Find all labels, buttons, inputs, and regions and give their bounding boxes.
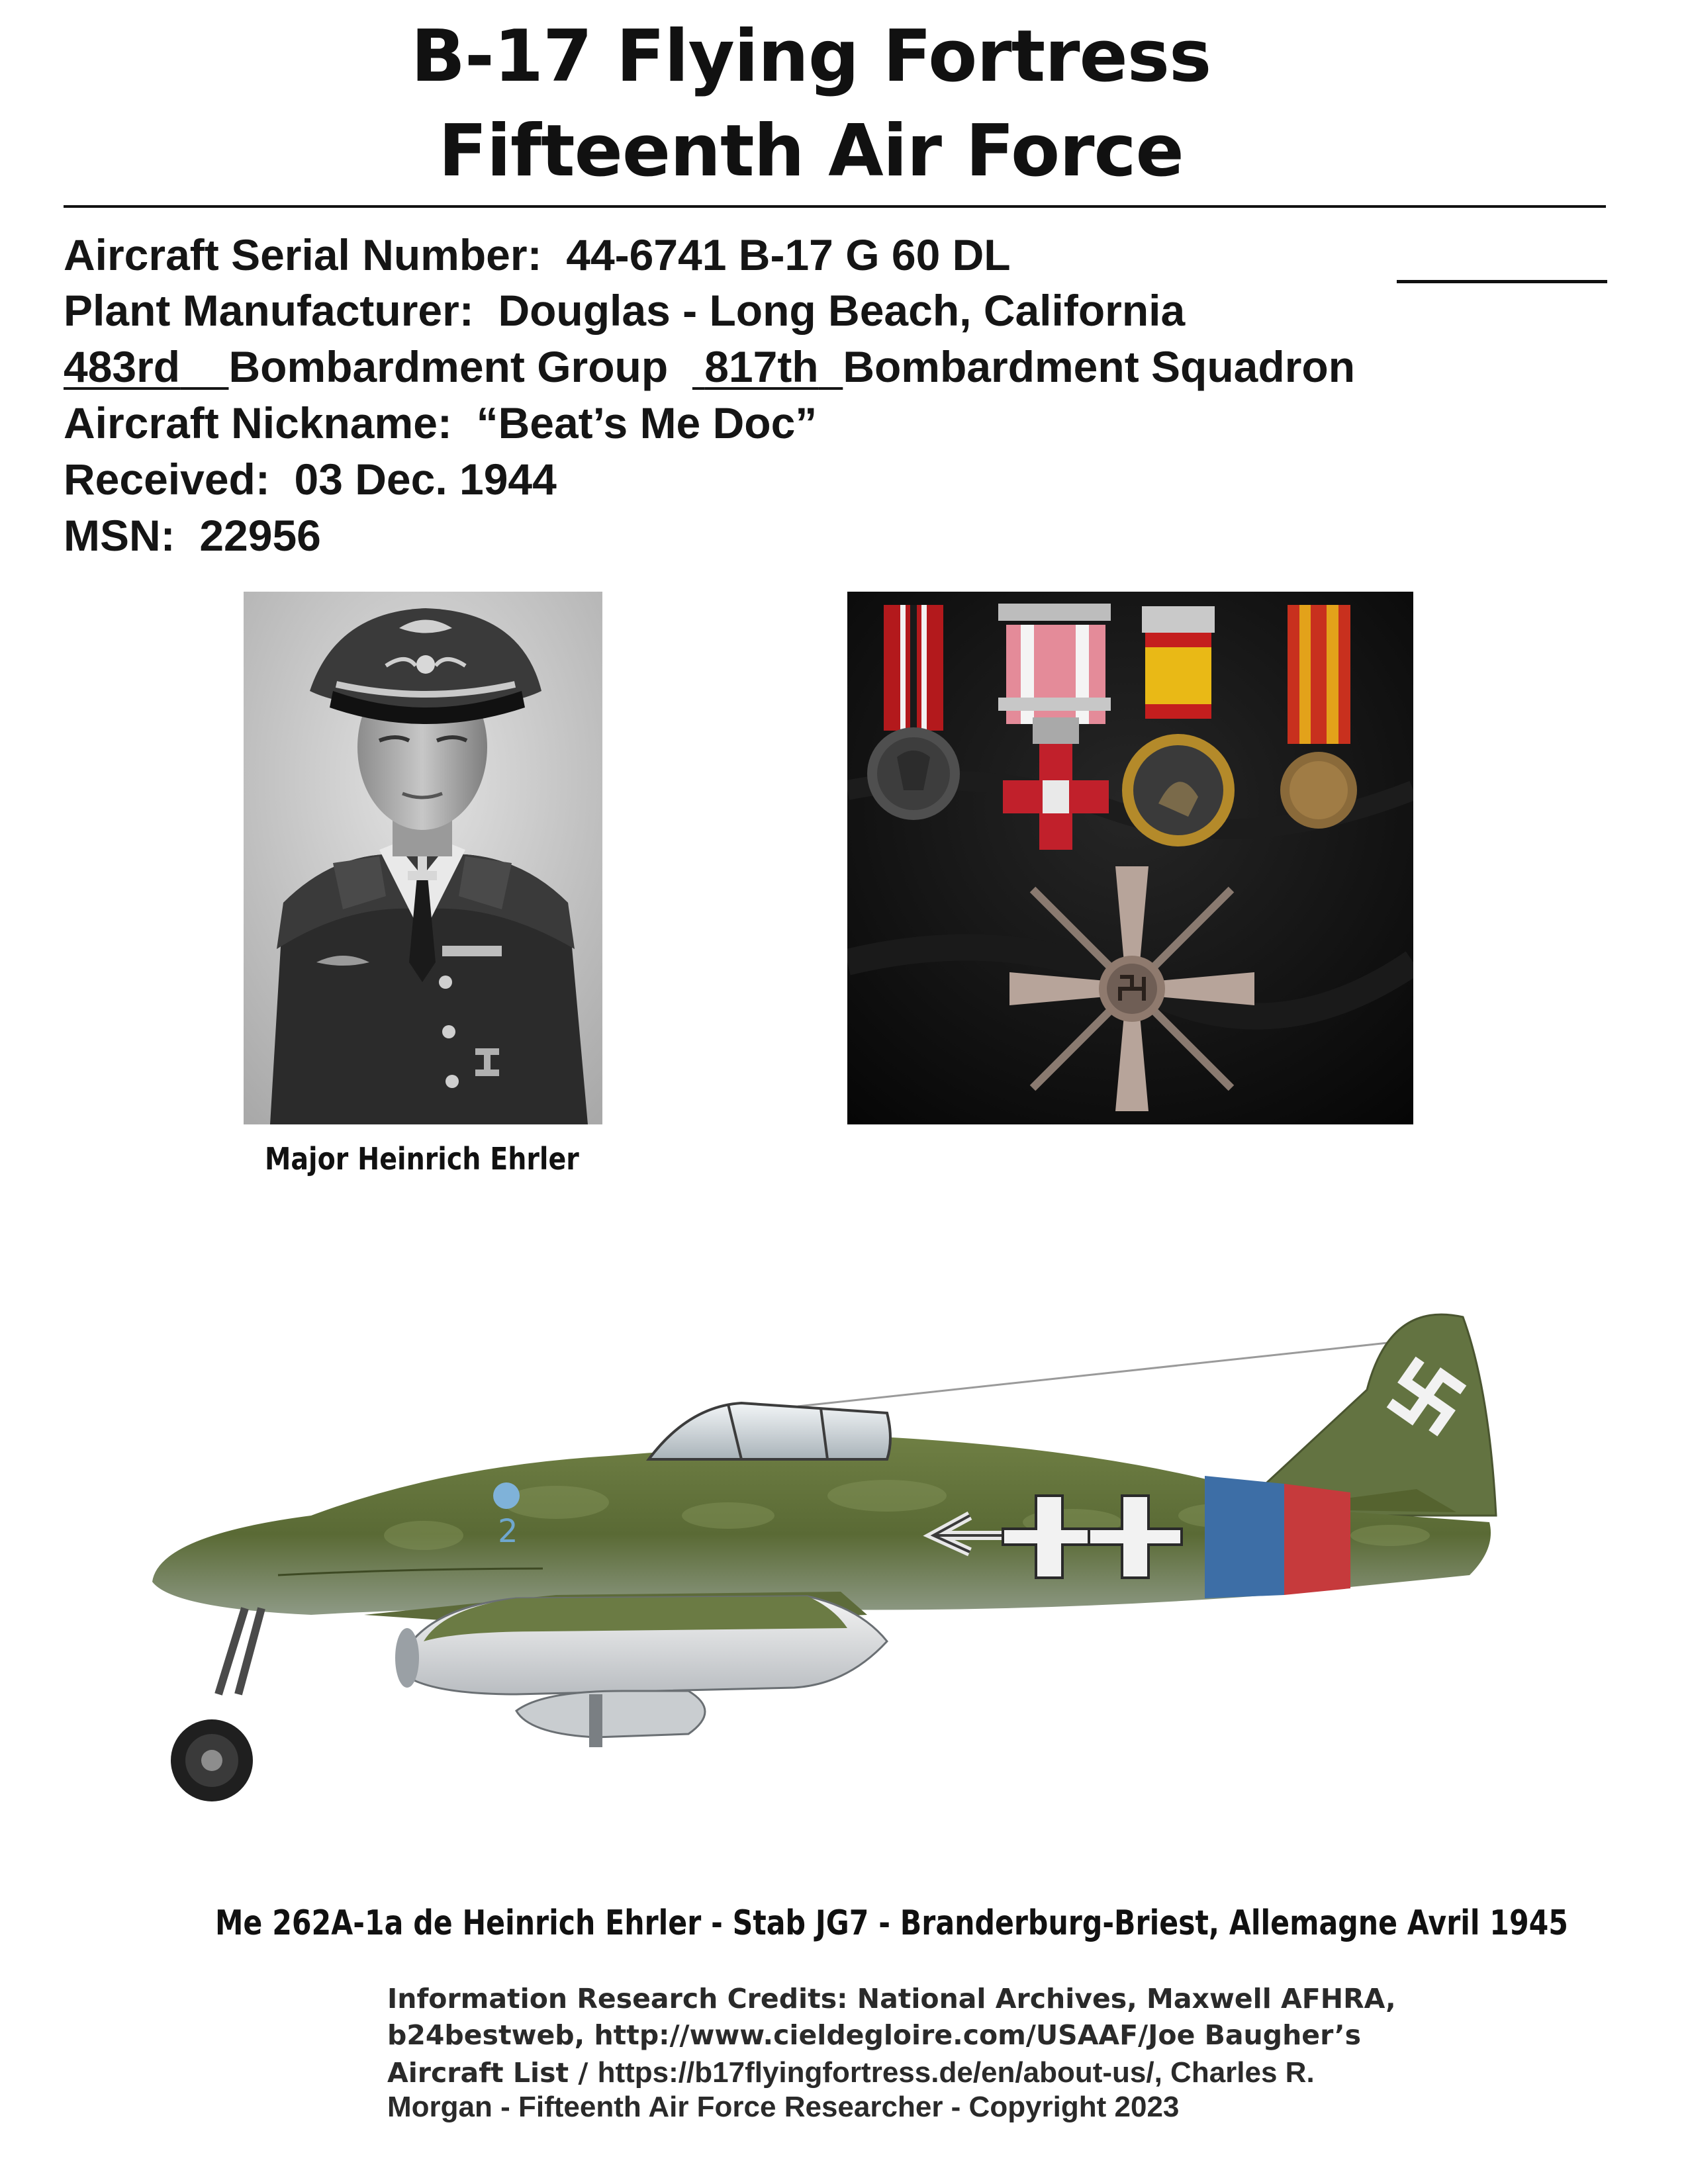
officer-portrait-image [244, 592, 602, 1124]
msn-row [64, 511, 321, 560]
portrait-caption: Major Heinrich Ehrler [265, 1141, 579, 1177]
received-value: 03 Dec. 1944 [294, 455, 557, 504]
credits-line3 [387, 2058, 1315, 2087]
medals-photo [847, 592, 1413, 1124]
squadron-label: Bombardment Squadron [843, 342, 1356, 391]
credits-line2: b24bestweb, http://www.cieldegloire.com/USAAF/Joe Baugher’s [387, 2019, 1362, 2051]
me262-profile-illustration [146, 1297, 1562, 1827]
nickname-value: “Beat’s Me Doc” [476, 398, 818, 447]
msn-value: 22956 [199, 511, 321, 560]
nickname-row [64, 398, 818, 447]
title-divider [64, 205, 1606, 208]
medals-image [847, 592, 1413, 1124]
credits-line3a: Aircraft List / [387, 2057, 598, 2089]
blank-field-line [1397, 280, 1607, 283]
manufacturer-row [64, 286, 1186, 335]
nickname-label: Aircraft Nickname: [64, 398, 452, 447]
page-title-line2: Fifteenth Air Force [438, 110, 1184, 193]
squadron-number: 817th [704, 342, 819, 391]
group-label: Bombardment Group [228, 342, 669, 391]
manufacturer-value: Douglas - Long Beach, California [498, 286, 1186, 335]
received-row [64, 455, 557, 504]
group-number: 483rd [64, 342, 181, 391]
credits-line1: Information Research Credits: National Archives, Maxwell AFHRA, [387, 1983, 1396, 2015]
credits-line4: Morgan - Fifteenth Air Force Researcher - Copyright 2023 [387, 2091, 1180, 2123]
unit-row [64, 342, 1356, 391]
serial-row [64, 230, 1011, 279]
page-title-line1: B-17 Flying Fortress [410, 15, 1211, 98]
received-label: Received: [64, 455, 270, 504]
serial-label: Aircraft Serial Number: [64, 230, 542, 279]
portrait-photo [244, 592, 602, 1124]
aircraft-caption: Me 262A-1a de Heinrich Ehrler - Stab JG7 - Branderburg-Briest, Allemagne Avril 1945 [215, 1903, 1568, 1943]
manufacturer-label: Plant Manufacturer: [64, 286, 474, 335]
credits-line3b: https://b17flyingfortress.de/en/about-us/, Charles R. [597, 2056, 1315, 2089]
msn-label: MSN: [64, 511, 175, 560]
serial-value: 44-6741 B-17 G 60 DL [566, 230, 1011, 279]
aircraft-code-number: 2 [498, 1513, 518, 1550]
